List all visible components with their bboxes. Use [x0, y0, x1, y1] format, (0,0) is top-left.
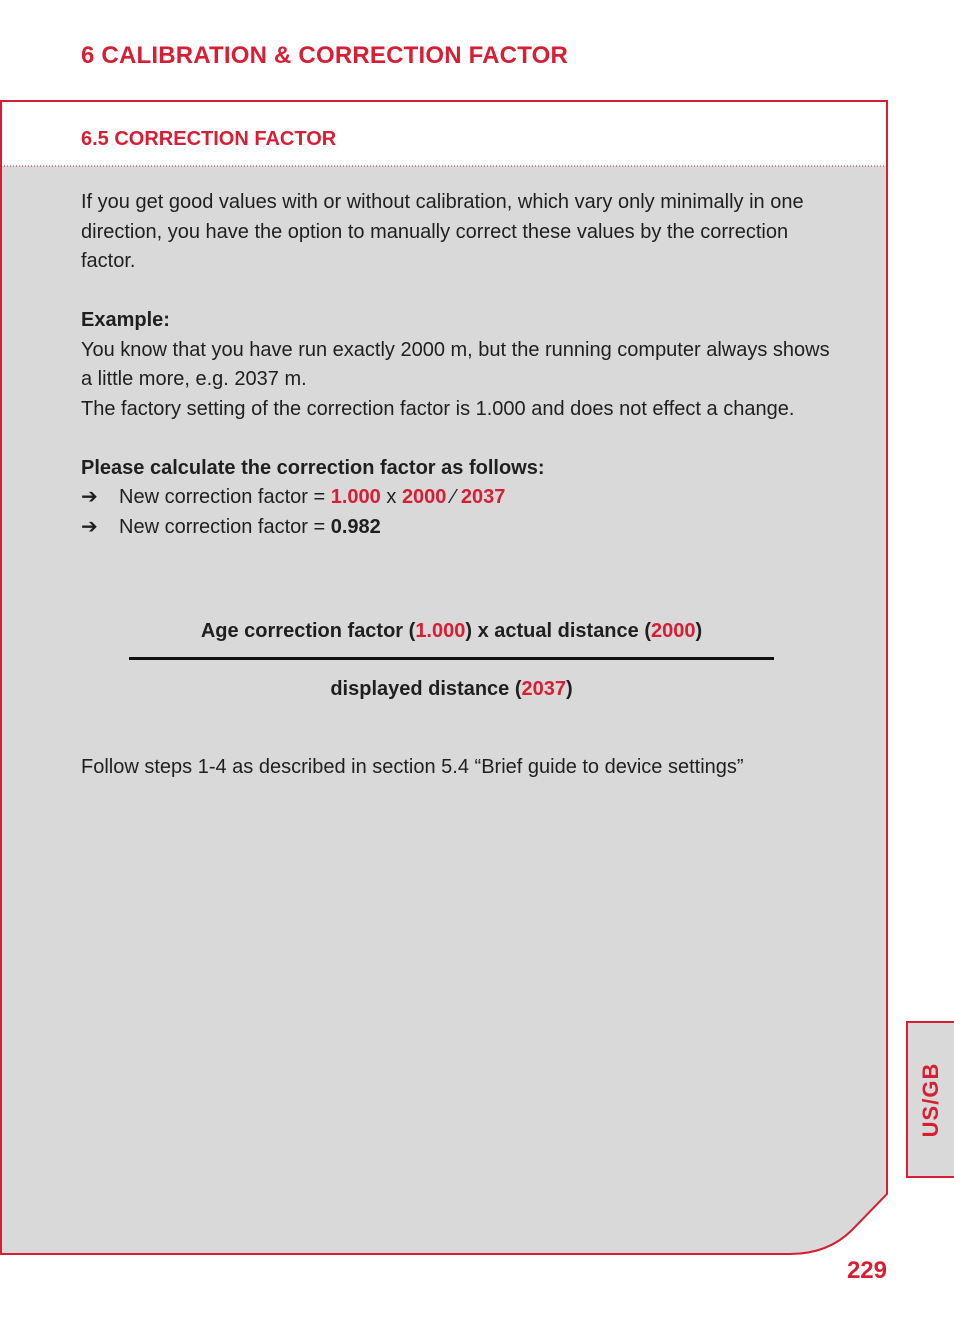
calc-heading: Please calculate the correction factor as follows:: [81, 456, 545, 479]
example-line-1: You know that you have run exactly 2000 m, but the running computer always shows a little more, e.g. 2037 m.: [81, 338, 830, 390]
numerator-distance: 2000: [651, 620, 696, 642]
step1-prefix: New correction factor =: [119, 486, 331, 508]
formula-numerator: Age correction factor (1.000) x actual distance (2000): [200, 620, 703, 642]
step1-divide: ⁄: [446, 486, 461, 508]
step1-actual: 2000: [401, 486, 447, 508]
intro-paragraph: If you get good values with or without calibration, which vary only minimally in one direction, you have the option to manually correct these values by the correction factor.: [81, 191, 804, 272]
language-tab-label: US/GB: [918, 1062, 943, 1137]
numerator-factor: 1.000: [415, 620, 466, 642]
chapter-title: 6 CALIBRATION & CORRECTION FACTOR: [81, 42, 569, 69]
step2-prefix: New correction factor =: [119, 515, 331, 538]
formula-fraction: [129, 620, 774, 701]
arrow-right-icon: ➔: [81, 486, 98, 508]
page-number: 229: [846, 1257, 887, 1284]
calc-step-1: [81, 483, 841, 513]
language-tab[interactable]: [906, 1021, 954, 1178]
step1-factor: 1.000: [330, 486, 381, 508]
body-text: [81, 188, 841, 542]
step2-result: 0.982: [330, 515, 381, 538]
step1-times: x: [380, 486, 402, 508]
section-title: 6.5 CORRECTION FACTOR: [81, 128, 337, 150]
calc-step-2: [81, 513, 841, 543]
denominator-distance: 2037: [521, 678, 566, 700]
example-label: Example:: [81, 309, 170, 331]
step1-displayed: 2037: [460, 486, 506, 508]
follow-steps-text: Follow steps 1-4 as described in section 5.4 “Brief guide to device settings”: [81, 756, 744, 778]
arrow-right-icon: ➔: [81, 515, 98, 538]
formula-denominator: displayed distance (2037): [330, 678, 573, 700]
example-line-2: The factory setting of the correction factor is 1.000 and does not effect a change.: [81, 397, 795, 420]
